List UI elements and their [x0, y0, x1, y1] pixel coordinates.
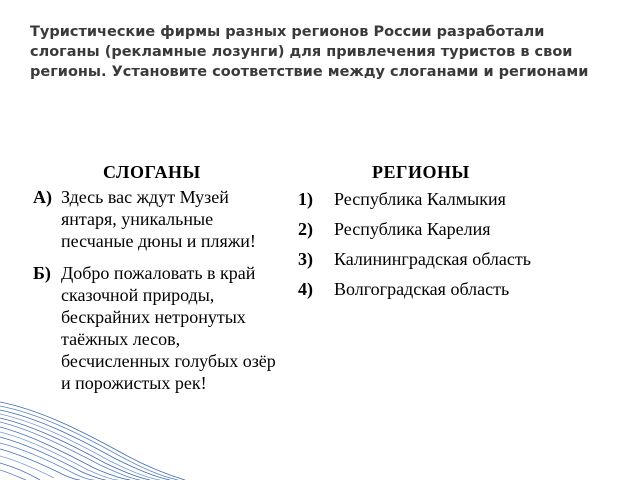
task-title: Туристические фирмы разных регионов России разработали слоганы (рекламные лозунги) для привлечения туристов в свои регионы. Установите соответствие между слоганами и регионами — [30, 24, 589, 80]
region-item-1 — [298, 188, 598, 210]
slogans-header: СЛОГАНЫ — [103, 162, 201, 182]
region-marker: 1) — [298, 189, 313, 209]
slogan-item-b — [33, 262, 283, 394]
region-marker: 2) — [298, 219, 313, 239]
slogan-marker: Б) — [33, 263, 51, 283]
region-text: Волгоградская область — [334, 279, 510, 299]
slogan-item-a — [33, 186, 283, 252]
region-item-2 — [298, 218, 598, 240]
region-item-4 — [298, 278, 598, 300]
region-marker: 4) — [298, 279, 313, 299]
slogan-text: Добро пожаловать в край сказочной природы, бескрайних нетронутых таёжных лесов, бесчисленных голубых озёр и порожистых рек! — [61, 263, 276, 393]
decorative-wave-lines — [0, 380, 200, 480]
region-marker: 3) — [298, 249, 313, 269]
region-text: Республика Карелия — [334, 219, 491, 239]
region-text: Калининградская область — [334, 249, 531, 269]
slogan-text: Здесь вас ждут Музей янтаря, уникальные песчаные дюны и пляжи! — [61, 187, 256, 251]
region-text: Республика Калмыкия — [334, 189, 506, 209]
regions-header: РЕГИОНЫ — [372, 162, 470, 182]
slogan-marker: А) — [33, 187, 52, 207]
region-item-3 — [298, 248, 598, 270]
